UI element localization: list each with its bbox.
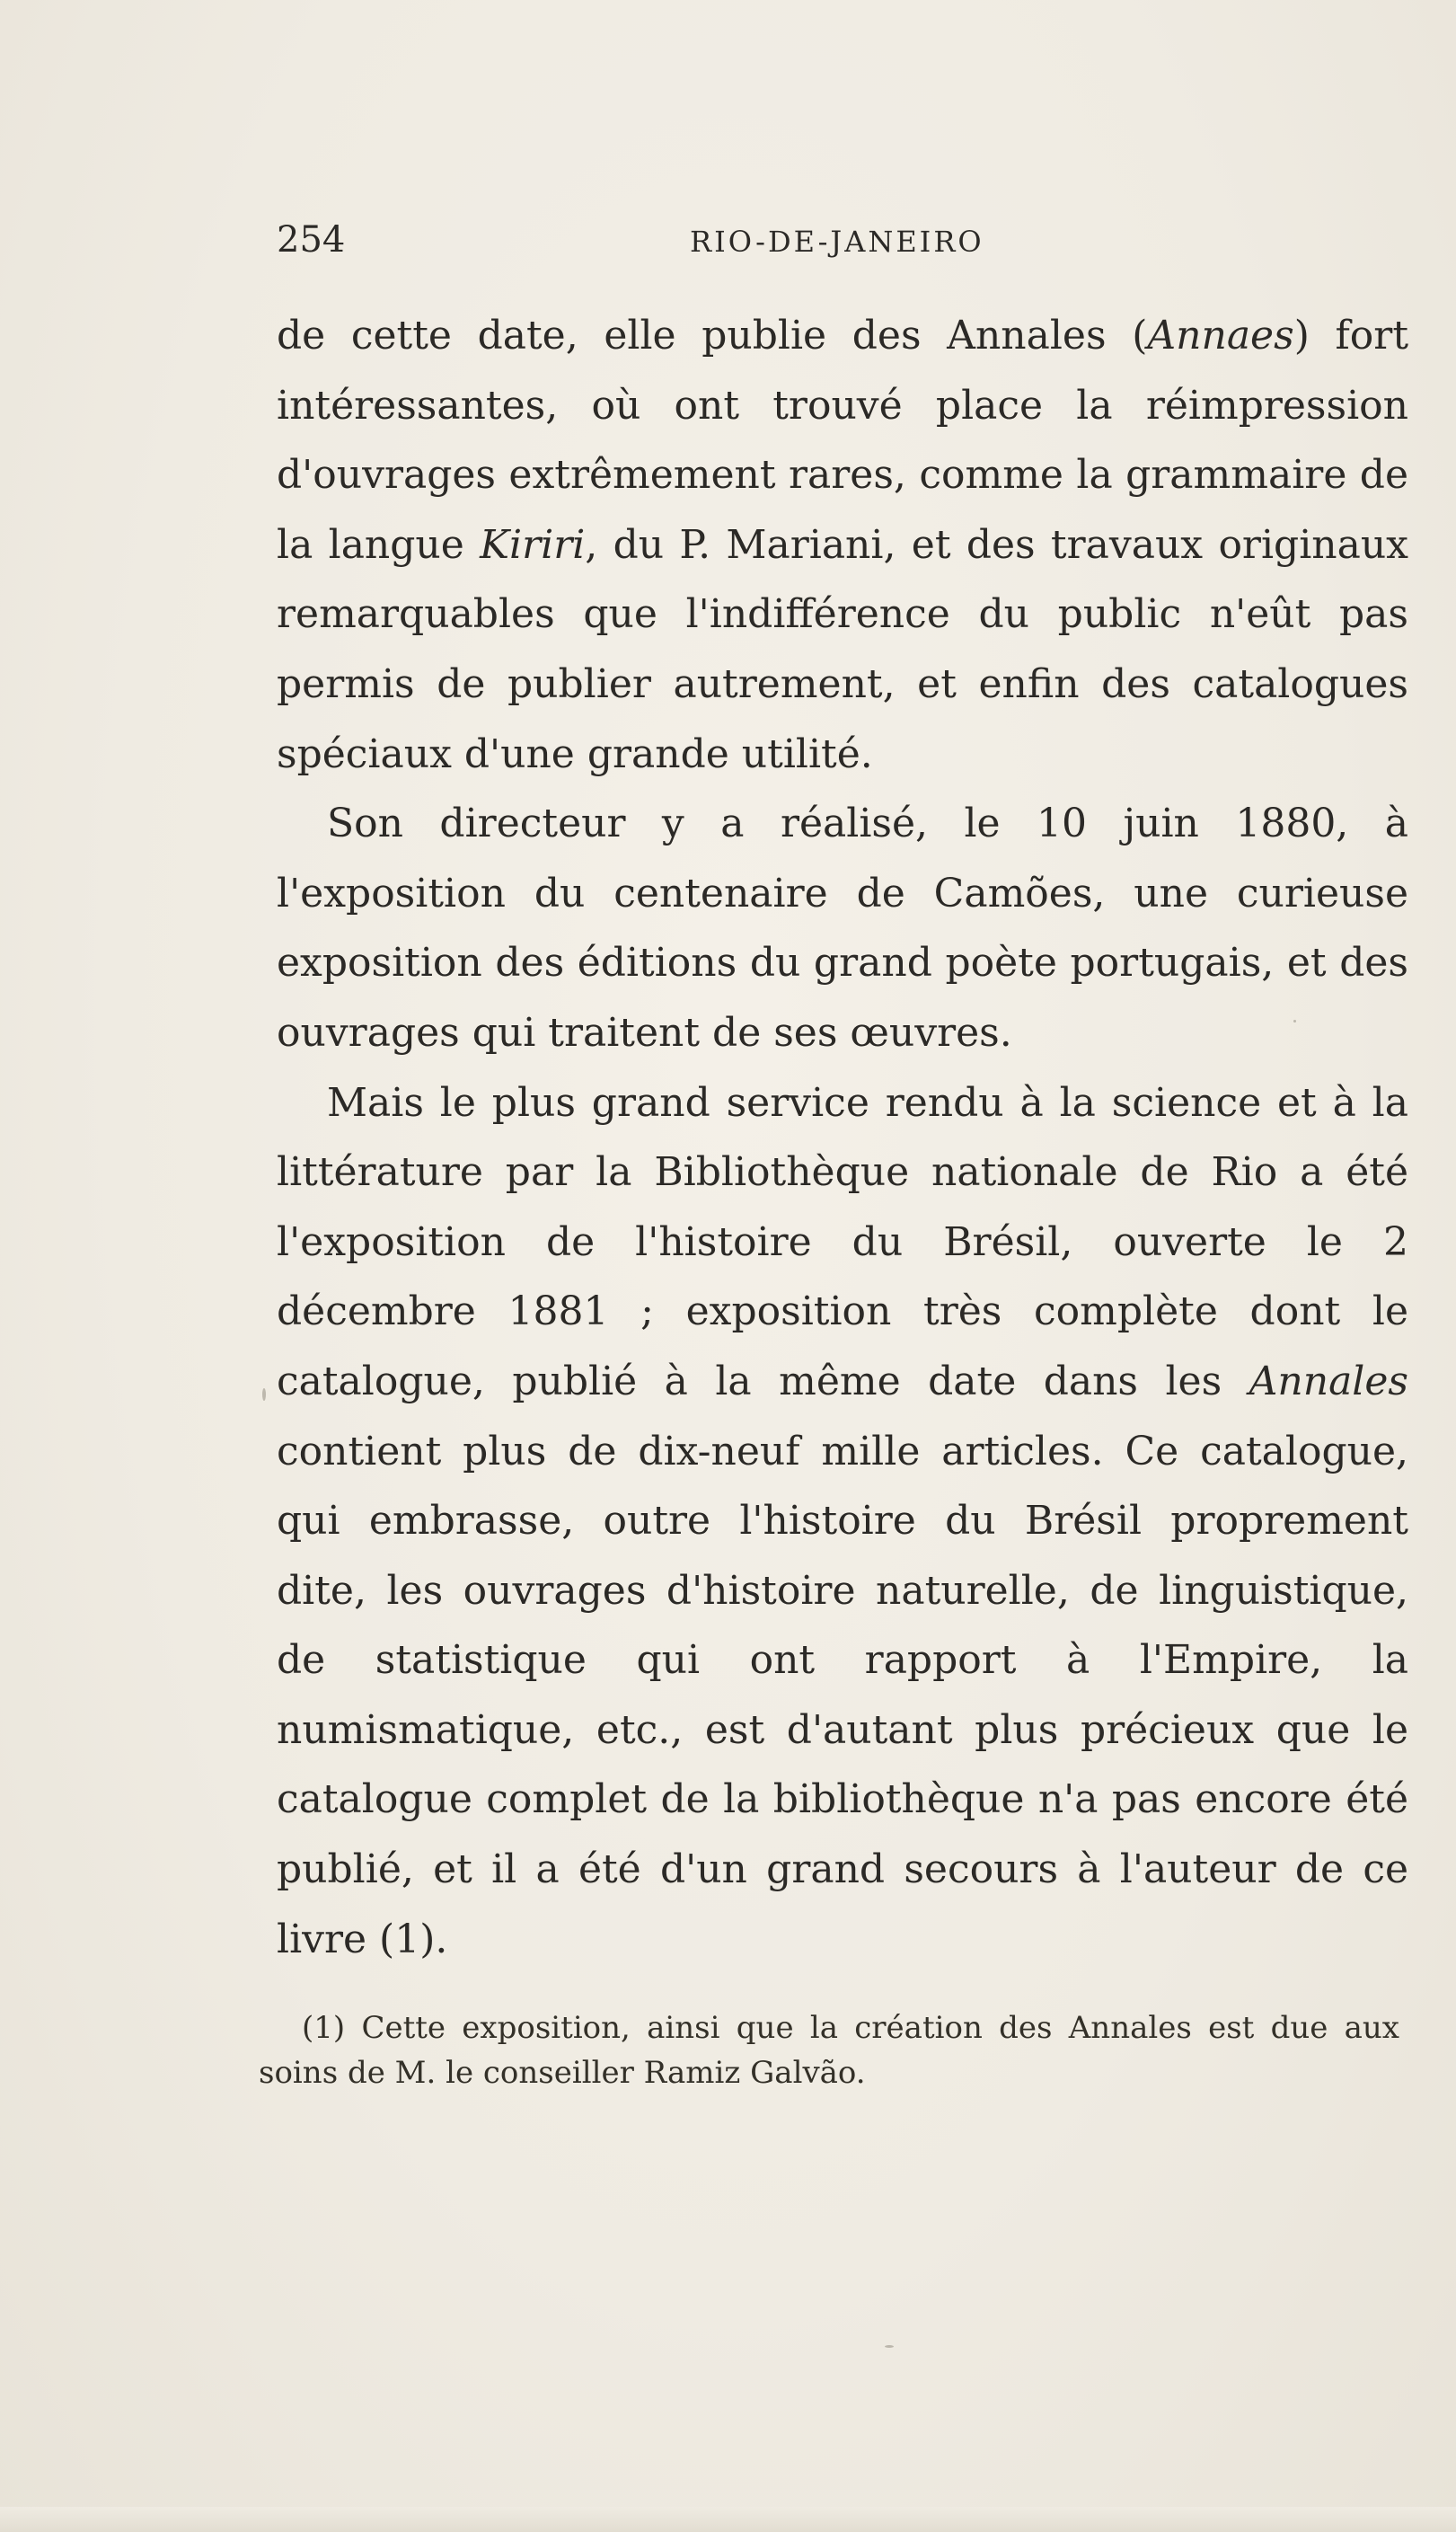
paragraph-1-text-c: , du P. Mariani, et des travaux originaux remarquables que l'indifférence du public n'eût pas permis de publier autrement, et enfin des catalogues spéciaux d'une grande utilité.	[277, 521, 1408, 777]
paragraph-1-text-a: de cette date, elle publie des Annales (	[277, 313, 1148, 359]
paper-speck	[262, 1388, 266, 1401]
paragraph-3	[277, 1068, 1408, 1975]
paragraph-1-text-b: ) fort intéressantes, où ont trouvé place la réimpression d'ouvrages extrêmement rares, comme la grammaire de la langue	[277, 313, 1408, 568]
running-title: RIO-DE-JANEIRO	[690, 225, 984, 259]
footnote-text: (1) Cette exposition, ainsi que la création des Annales est due aux soins de M. le conseiller Ramiz Galvão.	[259, 2010, 1399, 2091]
page-bottom-edge	[0, 2507, 1456, 2532]
paragraph-3-text-a: Mais le plus grand service rendu à la science et à la littérature par la Bibliothèque nationale de Rio a été l'exposition de l'histoire du Brésil, ouverte le 2 décembre 1881 ; exposition très complète dont le catalogue, publié à la même date dans les	[277, 1079, 1408, 1404]
page-number: 254	[277, 219, 346, 261]
paragraph-1-italic-annaes: Annaes	[1147, 313, 1294, 359]
paper-speck	[1293, 1020, 1296, 1023]
paragraph-2-text: Son directeur y a réalisé, le 10 juin 1880, à l'exposition du centenaire de Camões, une curieuse exposition des éditions du grand poète portugais, et des ouvrages qui traitent de ses œuvres.	[277, 801, 1408, 1056]
paragraph-1-italic-kiriri: Kiriri	[480, 521, 586, 568]
paragraph-2	[277, 789, 1408, 1067]
paper-speck	[885, 2345, 894, 2348]
footnote	[259, 2005, 1399, 2095]
paragraph-3-text-b: contient plus de dix-neuf mille articles. Ce catalogue, qui embrasse, outre l'histoire du Brésil proprement dite, les ouvrages d'histoire naturelle, de linguistique, de statistique qui ont rapport à l'Empire, la numismatique, etc., est d'autant plus précieux que le catalogue complet de la bibliothèque n'a pas encore été publié, et il a été d'un grand secours à l'auteur de ce livre (1).	[277, 1428, 1408, 1962]
page-header	[277, 214, 1390, 268]
paragraph-3-italic-annales: Annales	[1249, 1358, 1408, 1404]
body-text	[277, 301, 1408, 1974]
paragraph-1	[277, 301, 1408, 789]
